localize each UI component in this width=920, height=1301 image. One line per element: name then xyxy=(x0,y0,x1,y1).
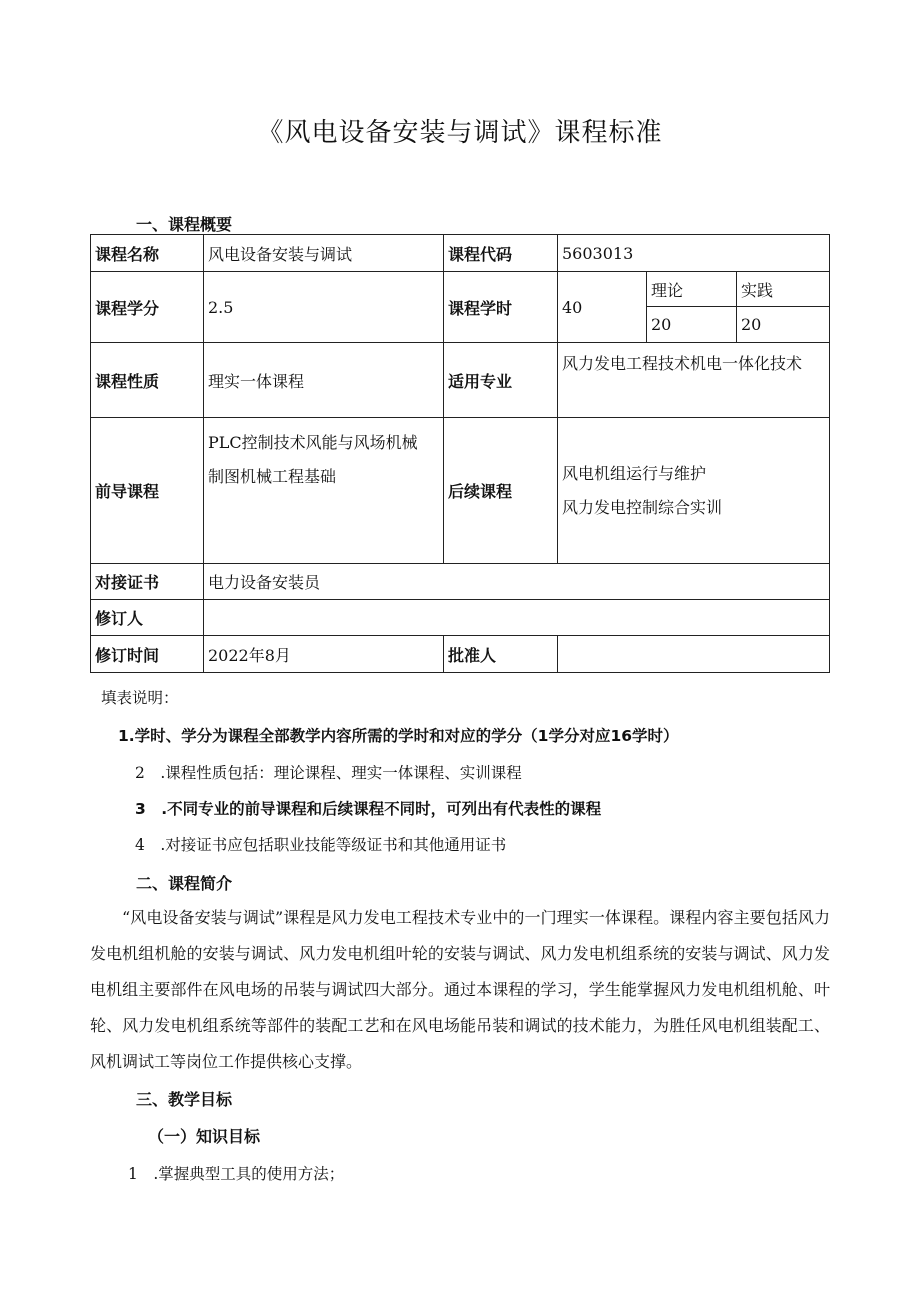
section-heading-goals: 三、教学目标 xyxy=(136,1090,233,1109)
subsection-heading-knowledge: （一）知识目标 xyxy=(148,1127,261,1146)
note-4: 4 .对接证书应包括职业技能等级证书和其他通用证书 xyxy=(135,836,507,854)
prereq-line-2: 制图机械工程基础 xyxy=(208,467,337,486)
hours-label: 课程学时 xyxy=(444,272,558,343)
reviser-label: 修订人 xyxy=(91,600,204,636)
nature-value: 理实一体课程 xyxy=(204,343,444,418)
reviser-value xyxy=(204,600,830,636)
page-title: 《风电设备安装与调试》课程标准 xyxy=(257,118,663,148)
credits-label: 课程学分 xyxy=(91,272,204,343)
revise-time-label: 修订时间 xyxy=(91,636,204,673)
prereq-line-1: PLC控制技术风能与风场机械 xyxy=(208,433,418,452)
followup-line-1: 风电机组运行与维护 xyxy=(562,463,707,483)
hours-value: 40 xyxy=(558,272,647,343)
course-intro-paragraph: “风电设备安装与调试”课程是风力发电工程技术专业中的一门理实一体课程。课程内容主要包括风力发电机组机舱的安装与调试、风力发电机组叶轮的安装与调试、风力发电机组系统的安装与调试、风力发电机组主要部件在风电场的吊装与调试四大部分。通过本课程的学习，学生能掌握风力发电机组机舱、叶轮、风力发电机组系统等部件的装配工艺和在风电场能吊装和调试的技术能力，为胜任风电机组装配工、风机调试工等岗位工作提供核心支撑。 xyxy=(90,908,830,1071)
approver-value xyxy=(558,636,830,673)
course-name-value: 风电设备安装与调试 xyxy=(204,235,444,272)
nature-label: 课程性质 xyxy=(91,343,204,418)
cert-label: 对接证书 xyxy=(91,564,204,600)
practice-label: 实践 xyxy=(737,272,830,307)
revise-time-value: 2022年8月 xyxy=(204,636,444,673)
course-overview-table xyxy=(90,234,830,673)
major-value: 风力发电工程技术机电一体化技术 xyxy=(558,343,830,418)
theory-label: 理论 xyxy=(647,272,737,307)
section-heading-overview: 一、课程概要 xyxy=(136,215,233,234)
followup-value xyxy=(558,418,830,564)
practice-hours-value: 20 xyxy=(737,307,830,343)
note-1: 1.学时、学分为课程全部教学内容所需的学时和对应的学分（1学分对应16学时） xyxy=(118,727,679,745)
course-code-value: 5603013 xyxy=(558,235,830,272)
goal-item-1: 1 .掌握典型工具的使用方法； xyxy=(128,1165,345,1183)
prereq-value xyxy=(204,418,444,564)
theory-hours-value: 20 xyxy=(647,307,737,343)
major-label: 适用专业 xyxy=(444,343,558,418)
cert-value: 电力设备安装员 xyxy=(204,564,830,600)
note-3: 3 .不同专业的前导课程和后续课程不同时，可列出有代表性的课程 xyxy=(135,800,602,818)
credits-value: 2.5 xyxy=(204,272,444,343)
approver-label: 批准人 xyxy=(444,636,558,673)
notes-header: 填表说明： xyxy=(101,689,179,707)
followup-label: 后续课程 xyxy=(444,418,558,564)
course-name-label: 课程名称 xyxy=(91,235,204,272)
followup-line-2: 风力发电控制综合实训 xyxy=(562,497,723,517)
course-code-label: 课程代码 xyxy=(444,235,558,272)
section-heading-intro: 二、课程简介 xyxy=(136,874,233,893)
note-2: 2 .课程性质包括：理论课程、理实一体课程、实训课程 xyxy=(135,764,522,782)
prereq-label: 前导课程 xyxy=(91,418,204,564)
